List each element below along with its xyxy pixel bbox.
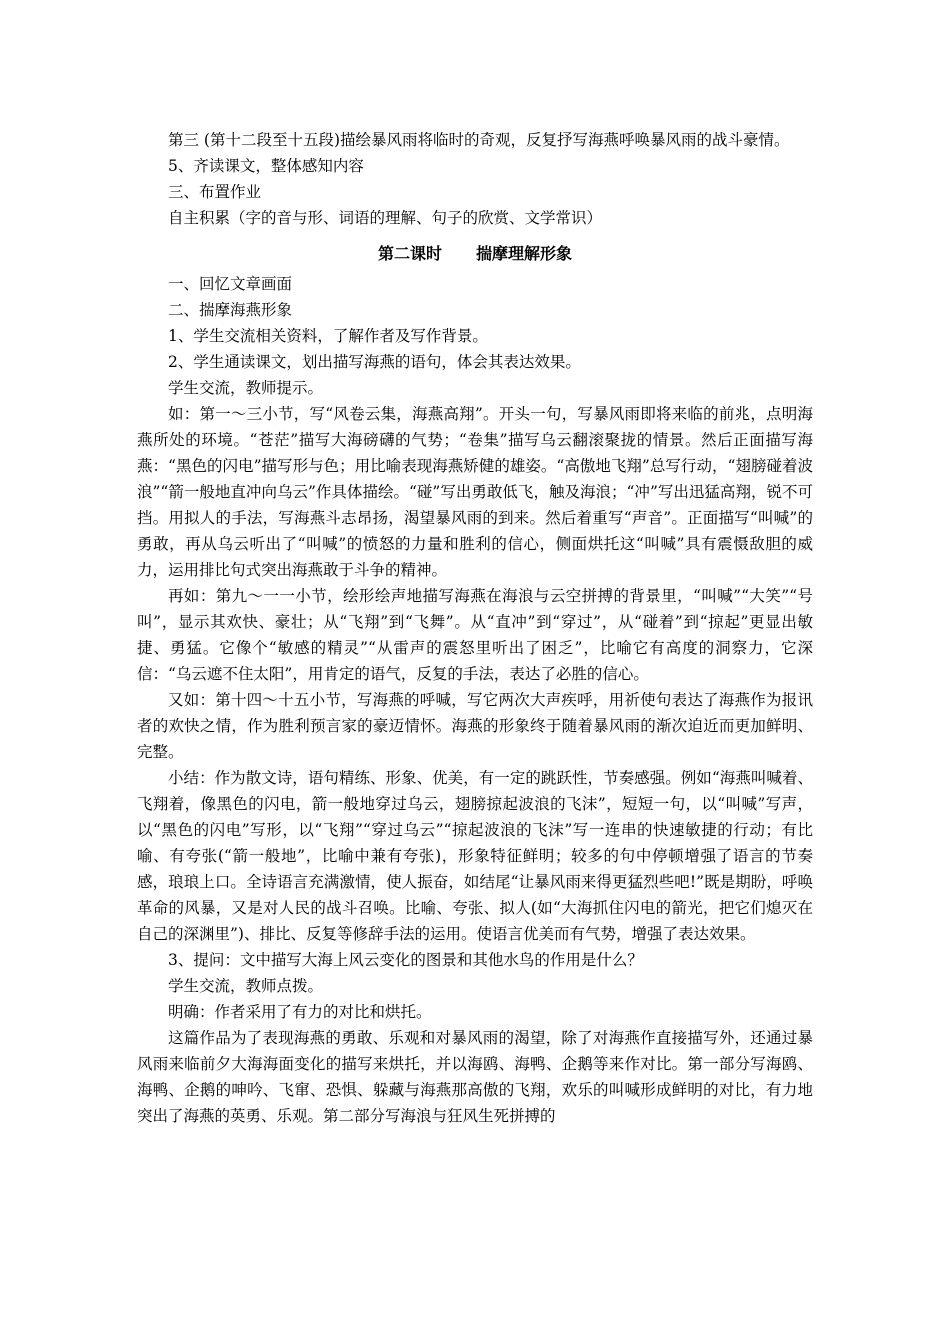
paragraph: 第三 (第十二段至十五段)描绘暴风雨将临时的奇观，反复抒写海燕呼唤暴风雨的战斗豪情。 — [168, 131, 790, 149]
paragraph: 3、提问：文中描写大海上风云变化的图景和其他水鸟的作用是什么？ — [168, 951, 643, 969]
paragraph: 1、学生交流相关资料，了解作者及写作背景。 — [168, 327, 488, 345]
paragraph: 三、布置作业 — [168, 183, 262, 201]
paragraph: 二、揣摩海燕形象 — [168, 301, 293, 319]
document-page — [137, 127, 813, 1129]
paragraph: 小结：作为散文诗，语句精练、形象、优美，有一定的跳跃性，节奏感强。例如“海燕叫喊着、飞翔着，像黑色的闪电，箭一般地穿过乌云，翅膀掠起波浪的飞沫”，短短一句，以“叫喊”写声，以“黑色的闪电”写形，以“飞翔”“穿过乌云”“掠起波浪的飞沫”写一连串的快速敏捷的行动；有比喻、有夸张(“箭一般地”，比喻中兼有夸张)，形象特征鲜明；较多的句中停顿增强了语言的节奏感，琅琅上口。全诗语言充满激情，使人振奋，如结尾“让暴风雨来得更猛烈些吧!”既是期盼，呼唤革命的风暴，又是对人民的战斗召唤。比喻、夸张、拟人(如“大海抓住闪电的箭光，把它们熄灭在自己的深渊里”)、排比、反复等修辞手法的运用。使语言优美而有气势，增强了表达效果。 — [137, 769, 813, 943]
paragraph: 这篇作品为了表现海燕的勇敢、乐观和对暴风雨的渴望，除了对海燕作直接描写外，还通过暴风雨来临前夕大海海面变化的描写来烘托，并以海鸥、海鸭、企鹅等来作对比。第一部分写海鸥、海鸭、企鹅的呻吟、飞窜、恐惧、躲藏与海燕那高傲的飞翔，欢乐的叫喊形成鲜明的对比，有力地突出了海燕的英勇、乐观。第二部分写海浪与狂风生死拼搏的 — [137, 1029, 813, 1125]
paragraph: 学生交流，教师点拨。 — [168, 977, 324, 995]
paragraph: 自主积累（字的音与形、词语的理解、句子的欣赏、文学常识） — [168, 209, 603, 227]
paragraph: 5、齐读课文，整体感知内容 — [168, 157, 364, 175]
paragraph: 如：第一～三小节，写“风卷云集，海燕高翔”。开头一句，写暴风雨即将来临的前兆，点明海燕所处的环境。“苍茫”描写大海磅礴的气势；“卷集”描写乌云翻滚聚拢的情景。然后正面描写海燕：“黑色的闪电”描写形与色；用比喻表现海燕矫健的雄姿。“高傲地飞翔”总写行动，“翅膀碰着波浪”“箭一般地直冲向乌云”作具体描绘。“碰”写出勇敢低飞，触及海浪；“冲”写出迅猛高翔，锐不可挡。用拟人的手法，写海燕斗志昂扬，渴望暴风雨的到来。然后着重写“声音”。正面描写“叫喊”的勇敢，再从乌云听出了“叫喊”的愤怒的力量和胜利的信心，侧面烘托这“叫喊”具有震慑敌胆的威力，运用排比句式突出海燕敢于斗争的精神。 — [137, 405, 813, 579]
paragraph: 学生交流，教师提示。 — [168, 379, 324, 397]
paragraph: 一、回忆文章画面 — [168, 275, 293, 293]
heading-topic: 揣摩理解形象 — [476, 244, 573, 263]
heading-lesson: 第二课时 — [377, 244, 442, 263]
paragraph: 2、学生通读课文，划出描写海燕的语句，体会其表达效果。 — [168, 353, 581, 371]
section-heading — [137, 241, 813, 267]
paragraph: 又如：第十四～十五小节，写海燕的呼喊，写它两次大声疾呼，用祈使句表达了海燕作为报讯者的欢快之情，作为胜利预言家的豪迈情怀。海燕的形象终于随着暴风雨的渐次迫近而更加鲜明、完整。 — [137, 691, 813, 761]
paragraph: 再如：第九～一一小节，绘形绘声地描写海燕在海浪与云空拼搏的背景里，“叫喊”“大笑”“号叫”，显示其欢快、豪壮；从“飞翔”到“飞舞”。从“直冲”到“穿过”，从“碰着”到“掠起”更显出敏捷、勇猛。它像个“敏感的精灵”“从雷声的震怒里听出了困乏”，比喻它有高度的洞察力，它深信：“乌云遮不住太阳”，用肯定的语气，反复的手法，表达了必胜的信心。 — [137, 587, 813, 683]
paragraph: 明确：作者采用了有力的对比和烘托。 — [168, 1003, 432, 1021]
